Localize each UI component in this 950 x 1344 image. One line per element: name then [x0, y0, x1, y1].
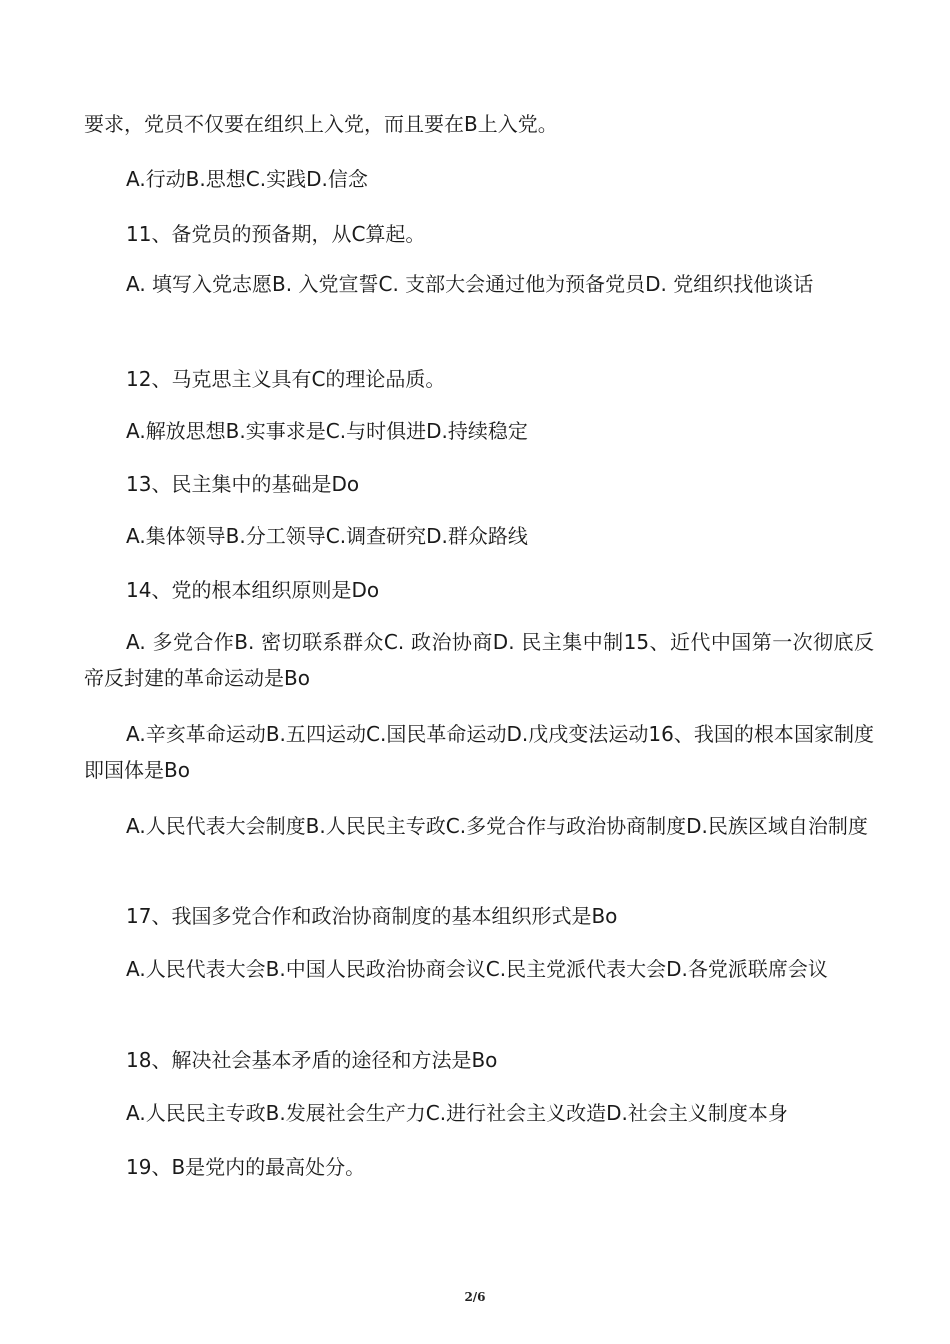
options-q16: A.人民代表大会制度B.人民民主专政C.多党合作与政治协商制度D.民族区域自治制度 [126, 814, 868, 838]
options-q18: A.人民民主专政B.发展社会生产力C.进行社会主义改造D.社会主义制度本身 [126, 1101, 788, 1125]
options-q14-question-15: A. 多党合作B. 密切联系群众C. 政治协商D. 民主集中制15、近代中国第一次彻底反帝反封建的革命运动是Bo [84, 630, 874, 690]
options-q11: A. 填写入党志愿B. 入党宣誓C. 支部大会通过他为预备党员D. 党组织找他谈话 [126, 272, 814, 296]
question-19: 19、B是党内的最高处分。 [126, 1155, 366, 1179]
question-18: 18、解决社会基本矛盾的途径和方法是Bo [126, 1048, 498, 1072]
question-14: 14、党的根本组织原则是Do [126, 578, 380, 602]
options-q12: A.解放思想B.实事求是C.与时俱进D.持续稳定 [126, 419, 528, 443]
paragraph-continuation: 要求，党员不仅要在组织上入党，而且要在B上入党。 [84, 112, 558, 136]
question-17: 17、我国多党合作和政治协商制度的基本组织形式是Bo [126, 904, 618, 928]
options-q15-question-16: A.辛亥革命运动B.五四运动C.国民革命运动D.戊戌变法运动16、我国的根本国家制度即国体是Bo [84, 722, 874, 782]
page-number: 2/6 [464, 1290, 486, 1304]
question-11: 11、备党员的预备期，从C算起。 [126, 222, 426, 246]
question-12: 12、马克思主义具有C的理论品质。 [126, 367, 446, 391]
options-q13: A.集体领导B.分工领导C.调查研究D.群众路线 [126, 524, 528, 548]
question-13: 13、民主集中的基础是Do [126, 472, 360, 496]
options-q10: A.行动B.思想C.实践D.信念 [126, 167, 368, 191]
options-q17: A.人民代表大会B.中国人民政治协商会议C.民主党派代表大会D.各党派联席会议 [126, 957, 828, 981]
